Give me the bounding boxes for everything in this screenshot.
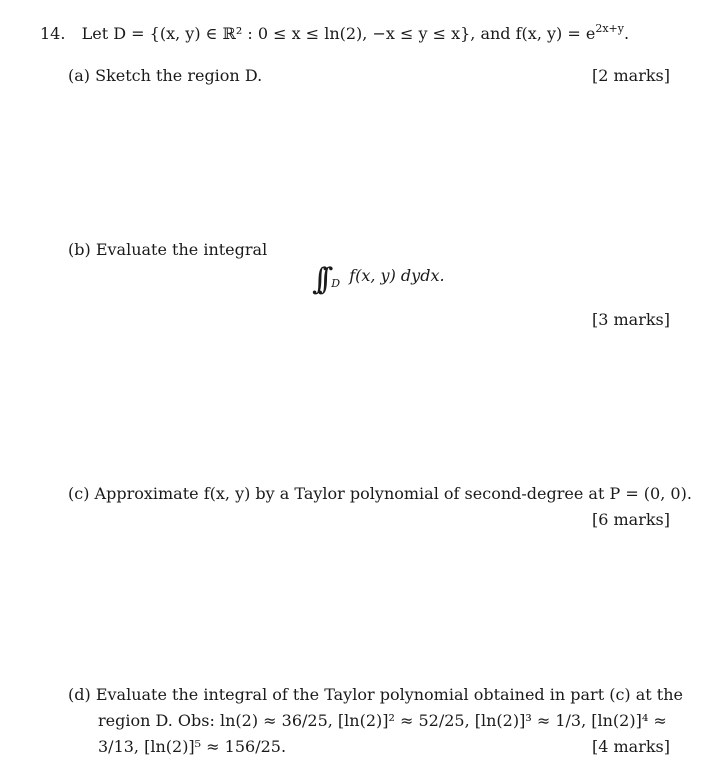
question-end: .: [623, 24, 630, 43]
part-c: [68, 484, 692, 504]
integrand: f(x, y) dydx.: [349, 266, 445, 285]
integral-region: D: [331, 277, 341, 290]
part-a-text: Sketch the region D.: [95, 66, 263, 85]
part-b-label: (b): [68, 240, 91, 259]
part-d-marks: [4 marks]: [591, 737, 670, 756]
question-header: [40, 24, 629, 44]
part-d-line2: region D. Obs: ln(2) ≈ 36/25, [ln(2)]² ≈ 52/25, [ln(2)]³ ≈ 1/3, [ln(2)]⁴ ≈: [98, 711, 667, 730]
part-d: [68, 685, 683, 705]
part-c-label: (c): [68, 484, 90, 503]
part-a: [68, 66, 262, 86]
part-a-marks: [2 marks]: [591, 66, 670, 85]
part-c-marks: [6 marks]: [591, 510, 670, 529]
part-b: [68, 240, 267, 260]
exponent: 2x+y: [595, 22, 624, 35]
part-b-marks: [3 marks]: [591, 310, 670, 329]
part-c-text: Approximate f(x, y) by a Taylor polynomial of second-degree at P = (0, 0).: [94, 484, 692, 503]
part-d-line1: Evaluate the integral of the Taylor polynomial obtained in part (c) at the: [95, 685, 683, 704]
question-number: 14.: [40, 24, 66, 43]
double-integral-sign: ∫∫: [312, 262, 324, 297]
part-a-label: (a): [68, 66, 91, 85]
part-d-label: (d): [68, 685, 91, 704]
part-d-line3: 3/13, [ln(2)]⁵ ≈ 156/25.: [98, 737, 287, 756]
question-intro: Let D = {(x, y) ∈ ℝ² : 0 ≤ x ≤ ln(2), −x ≤ y ≤ x}, and f(x, y) = e: [81, 24, 596, 43]
integral-expression: [312, 262, 445, 297]
part-b-text: Evaluate the integral: [95, 240, 268, 259]
